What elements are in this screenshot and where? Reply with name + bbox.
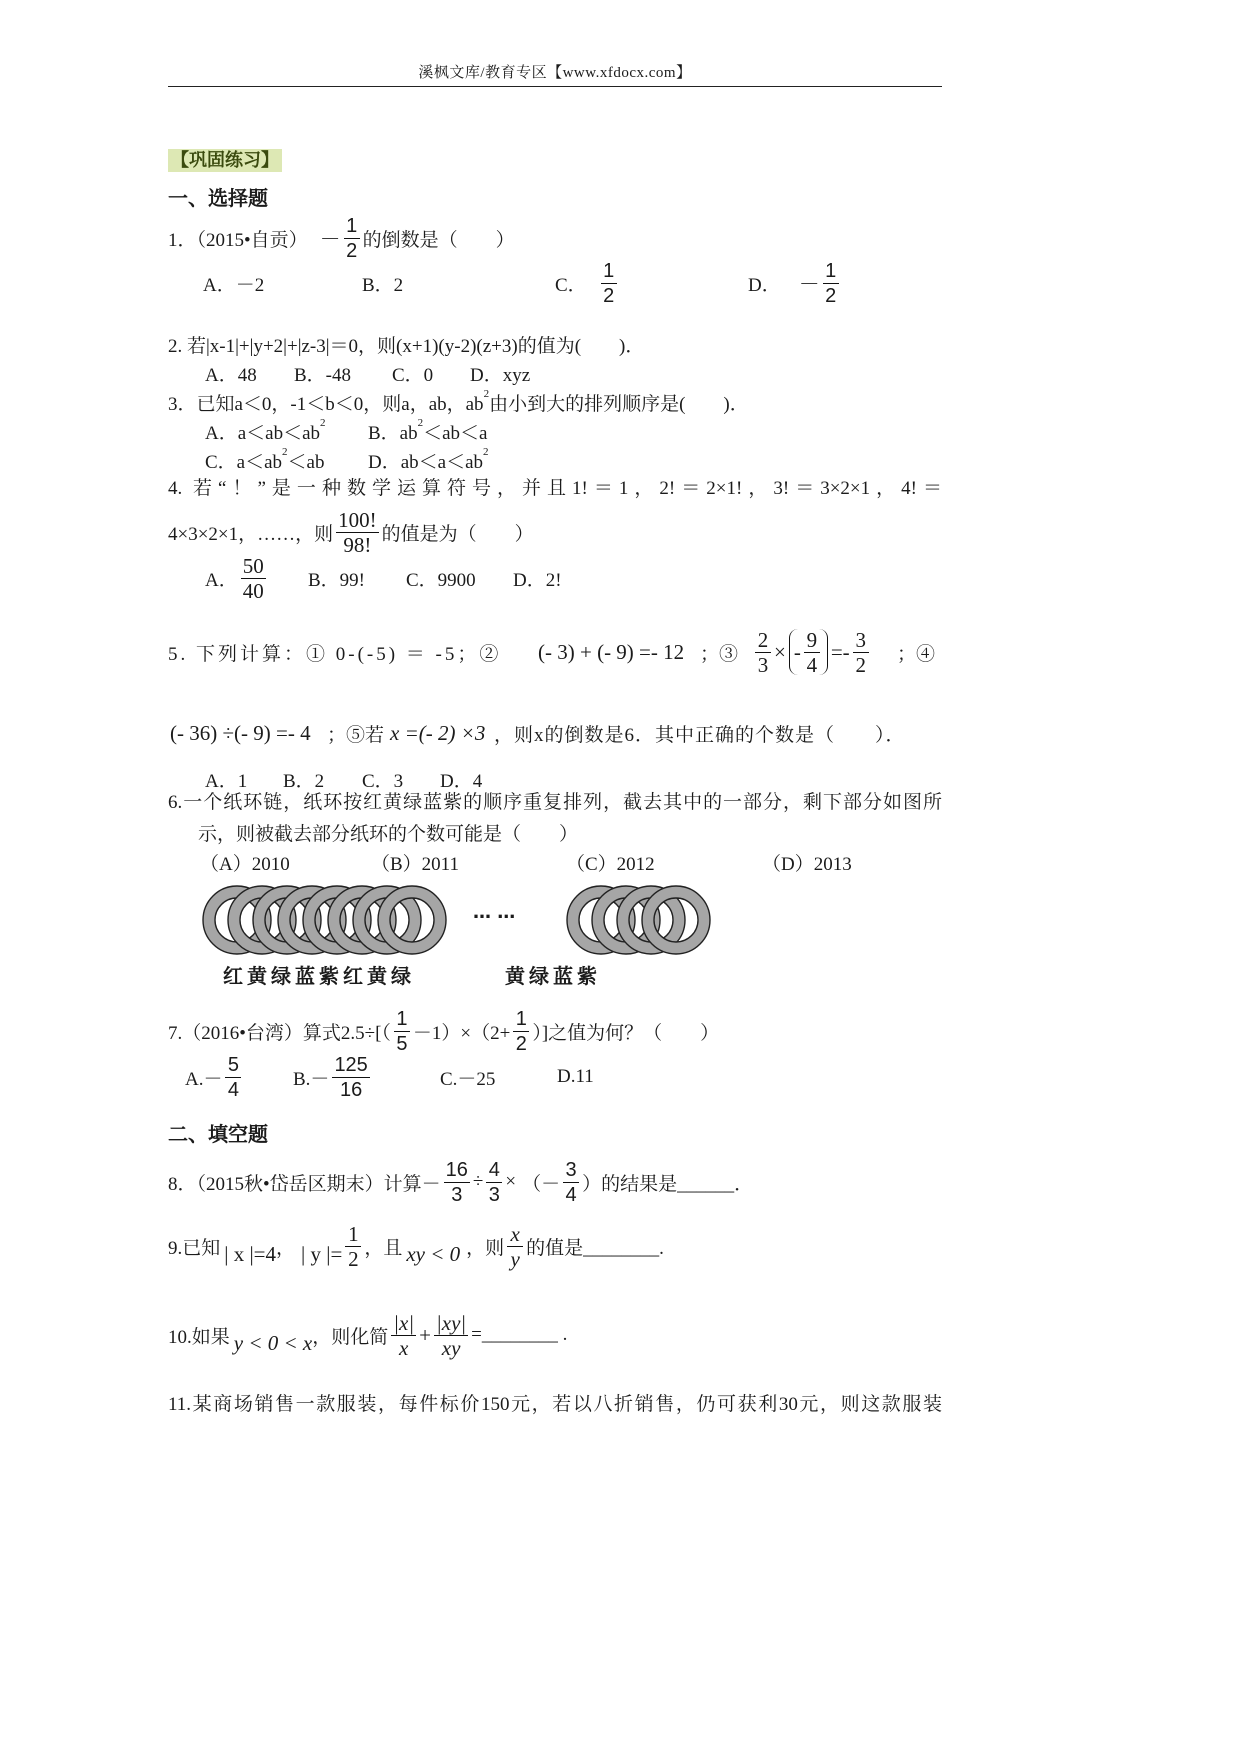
q3-option-d — [368, 445, 489, 475]
times-sign: × — [505, 1171, 517, 1192]
denominator: 40 — [242, 578, 264, 603]
q4-prefix: 4×3×2×1，……，则 — [168, 523, 334, 545]
q6-option-c: （C）2012 — [566, 853, 655, 875]
q5-separator-4: ；④ — [897, 643, 936, 665]
numerator: |x| — [393, 1310, 415, 1335]
superscript: 2 — [320, 417, 326, 429]
q1-suffix: 的倒数是（ ） — [362, 229, 515, 251]
denominator: 4 — [227, 1078, 240, 1101]
option-fraction — [823, 260, 839, 307]
q5-option-d: D．4 — [440, 770, 483, 792]
q4-option-c: C．9900 — [406, 569, 476, 591]
q6-option-d: （D）2013 — [762, 853, 852, 875]
q4-option-d: D．2! — [513, 569, 562, 591]
option-fraction — [601, 260, 617, 307]
option-text: D．ab＜a＜ab — [368, 451, 484, 473]
q8-fraction-3 — [563, 1159, 579, 1206]
minus-sign: - — [793, 639, 801, 664]
denominator: 16 — [340, 1078, 363, 1101]
q10-fraction-2 — [434, 1312, 468, 1359]
numerator: 1 — [513, 1008, 529, 1032]
q5-expression-5: x =(- 2) ×3 — [390, 720, 486, 745]
denominator: 3 — [451, 1183, 463, 1206]
q2-option-a: A．48 — [205, 364, 257, 386]
q1-option-b — [362, 268, 403, 298]
numerator: 1 — [823, 260, 839, 284]
q9-expression-3: xy < 0 — [406, 1241, 461, 1266]
option-fraction — [225, 1054, 241, 1101]
denominator: 98! — [343, 532, 372, 557]
q10-middle: ，则化简 — [312, 1326, 389, 1348]
option-label: B.－ — [293, 1068, 330, 1090]
q5-fraction-1 — [755, 629, 771, 676]
q7-prefix: 7.（2016•台湾）算式2.5÷[（ — [168, 1022, 391, 1044]
denominator: y — [510, 1246, 520, 1271]
denominator: 4 — [806, 652, 818, 677]
q7-fraction-2 — [513, 1008, 529, 1055]
q9-fraction-1 — [345, 1223, 361, 1270]
option-text: ＜ab＜a — [423, 422, 488, 444]
option-text: A．a＜ab＜ab — [205, 422, 321, 444]
question-8 — [168, 1154, 753, 1210]
question-7 — [168, 1003, 719, 1059]
q5-option-c: C．3 — [362, 770, 404, 792]
q4-option-a — [205, 553, 269, 603]
q8-fraction-1 — [444, 1159, 470, 1206]
q4-fraction — [336, 509, 379, 556]
denominator: 5 — [396, 1032, 408, 1055]
denominator: 3 — [488, 1183, 500, 1206]
superscript: 2 — [483, 446, 489, 458]
option-label: A.－ — [185, 1068, 223, 1090]
q7-middle: －1）×（2+ — [412, 1022, 511, 1044]
numerator: 1 — [344, 215, 360, 239]
big-parentheses — [789, 629, 828, 675]
option-text: B．ab — [368, 422, 418, 444]
q3-option-b — [368, 416, 487, 446]
denominator: 2 — [855, 652, 866, 677]
question-6-line-1: 6.一个纸环链，纸环按红黄绿蓝紫的顺序重复排列，截去其中的一部分，剩下部分如图所 — [168, 792, 942, 813]
q5-separator-5: ；⑤若 — [327, 724, 385, 746]
numerator: 3 — [853, 629, 869, 653]
numerator: 3 — [563, 1159, 579, 1183]
denominator: x — [399, 1335, 409, 1360]
denominator: 2 — [515, 1032, 527, 1055]
option-label: C． — [555, 274, 587, 296]
q3-prefix: 3．已知a＜0，-1＜b＜0，则a，ab，ab — [168, 393, 484, 415]
q5-separator-3: ；③ — [700, 643, 739, 665]
q7-option-c: C.－25 — [440, 1068, 496, 1090]
q5-line-2-suffix: ，则x的倒数是6．其中正确的个数是（ ）． — [494, 724, 906, 746]
figure-ellipsis: … … — [473, 902, 516, 923]
denominator: 2 — [603, 284, 615, 307]
q2-option-c: C．0 — [392, 364, 434, 386]
q7-option-b — [293, 1053, 373, 1101]
question-4-line-1: 4. 若“！”是一种数学运算符号，并且1!＝1，2!＝2×1!，3!＝3×2×1，4!＝ — [168, 478, 942, 499]
q9-prefix: 9.已知 — [168, 1237, 221, 1259]
q3-option-c — [205, 445, 324, 475]
divide-sign: ÷ — [472, 1171, 484, 1192]
question-5-line-1: 5. 下列计算：① 0-(-5) ＝ -5；② — [168, 643, 502, 665]
minus-sign: － — [421, 1173, 441, 1195]
section-title-choice: 一、选择题 — [168, 188, 268, 210]
numerator: 50 — [242, 553, 264, 578]
q10-fraction-1 — [391, 1312, 416, 1359]
figure-label-right: 黄绿蓝紫 — [505, 966, 601, 988]
option-label: A． — [205, 569, 238, 591]
question-2 — [168, 329, 644, 359]
comma: ， — [276, 1237, 296, 1259]
option-text: ＜ab — [287, 451, 325, 473]
page-header: 溪枫文库/教育专区【www.xfdocx.com】 — [418, 65, 692, 81]
question-1 — [168, 210, 515, 266]
times-sign: × — [774, 639, 786, 664]
q2-option-b: B．-48 — [294, 364, 352, 386]
q8-suffix: ）的结果是______． — [582, 1173, 754, 1195]
question-4-line-2 — [168, 504, 534, 560]
option-label: D． — [748, 274, 781, 296]
numerator: 4 — [486, 1159, 502, 1183]
q9-middle-2: ，则 — [466, 1237, 505, 1259]
question-11-line-1: 11.某商场销售一款服装，每件标价150元，若以八折销售，仍可获利30元，则这款服装 — [168, 1394, 942, 1415]
numerator: 1 — [601, 260, 617, 284]
question-3 — [168, 387, 749, 417]
option-fraction — [332, 1054, 369, 1101]
superscript: 2 — [483, 388, 490, 400]
q5-fraction-3 — [853, 629, 869, 676]
plus-sign: + — [419, 1322, 431, 1347]
header-rule — [168, 86, 942, 87]
q4-option-b: B．99! — [308, 569, 366, 591]
q10-suffix: =________ . — [471, 1324, 568, 1345]
q1-option-d — [748, 259, 842, 307]
option-fraction — [241, 555, 266, 602]
denominator: 3 — [757, 652, 769, 677]
numerator: 2 — [755, 629, 771, 653]
numerator: 100! — [338, 507, 377, 532]
q3-suffix: 由小到大的排列顺序是( )． — [489, 393, 749, 415]
numerator: 9 — [804, 629, 820, 653]
denominator: 2 — [348, 1246, 359, 1271]
q7-option-d: D.11 — [557, 1066, 594, 1087]
q1-option-a — [203, 268, 264, 298]
numerator: 1 — [394, 1008, 410, 1032]
open-paren: （－ — [522, 1173, 561, 1195]
q2-text: 2. 若|x-1|+|y+2|+|z-3|＝0，则(x+1)(y-2)(z+3)的值为( )． — [168, 335, 645, 357]
superscript: 2 — [282, 446, 288, 458]
q9-middle: ，且 — [364, 1237, 403, 1259]
numerator: 16 — [445, 1158, 468, 1181]
numerator: 125 — [334, 1053, 368, 1076]
ring-chain-figure — [195, 880, 735, 960]
question-9 — [168, 1218, 664, 1274]
practice-tag: 【巩固练习】 — [168, 149, 282, 172]
q5-option-b: B．2 — [283, 770, 325, 792]
q5-expression-2: (- 3) + (- 9) =- 12 — [538, 639, 685, 664]
q5-option-a: A．1 — [205, 770, 248, 792]
section-title-fill-blank: 二、填空题 — [168, 1124, 268, 1146]
denominator: 2 — [346, 239, 358, 262]
option-text: B．2 — [362, 274, 404, 296]
option-text: C．a＜ab — [205, 451, 283, 473]
q4-suffix: 的值是为（ ） — [381, 523, 534, 545]
q2-option-d: D．xyz — [470, 364, 531, 386]
q9-fraction-2 — [507, 1223, 523, 1270]
q7-fraction-1 — [394, 1008, 410, 1055]
q7-suffix: ）]之值为何？（ ） — [532, 1022, 720, 1044]
denominator: 2 — [825, 284, 837, 307]
figure-label-left: 红黄绿蓝紫红黄绿 — [223, 966, 415, 988]
q10-expression-1: y < 0 < x — [233, 1330, 313, 1355]
q1-option-c — [555, 259, 620, 307]
denominator: xy — [441, 1335, 461, 1360]
q9-expression-1: | x |=4 — [224, 1241, 277, 1266]
q5-expression-3 — [752, 620, 872, 684]
q9-suffix: 的值是________. — [526, 1237, 664, 1259]
numerator: |xy| — [435, 1310, 467, 1335]
q6-option-b: （B）2011 — [371, 853, 459, 875]
q6-option-a: （A）2010 — [200, 853, 290, 875]
equals-sign: =- — [830, 639, 850, 664]
denominator: 4 — [565, 1183, 577, 1206]
numerator: x — [507, 1223, 523, 1247]
q1-prefix: 1．（2015•自贡） — [168, 229, 308, 251]
q9-expression-2: | y |= — [301, 1241, 343, 1266]
q5-expression-4: (- 36) ÷(- 9) =- 4 — [170, 720, 311, 745]
q5-fraction-2 — [804, 629, 820, 676]
q3-option-a — [205, 416, 326, 446]
question-10 — [168, 1307, 567, 1363]
numerator: 1 — [345, 1223, 361, 1247]
q8-prefix: 8．（2015秋•岱岳区期末）计算 — [168, 1173, 422, 1195]
superscript: 2 — [417, 417, 424, 429]
option-sign: － — [798, 272, 820, 296]
q7-option-a — [185, 1053, 244, 1101]
q1-fraction — [344, 215, 360, 262]
q10-prefix: 10.如果 — [168, 1326, 230, 1348]
numerator: 5 — [225, 1054, 241, 1078]
question-6-line-2: 示，则被截去部分纸环的个数可能是（ ） — [198, 823, 579, 845]
option-text: A．－2 — [203, 274, 265, 296]
q8-fraction-2 — [486, 1159, 502, 1206]
q1-sign: － — [319, 227, 341, 251]
